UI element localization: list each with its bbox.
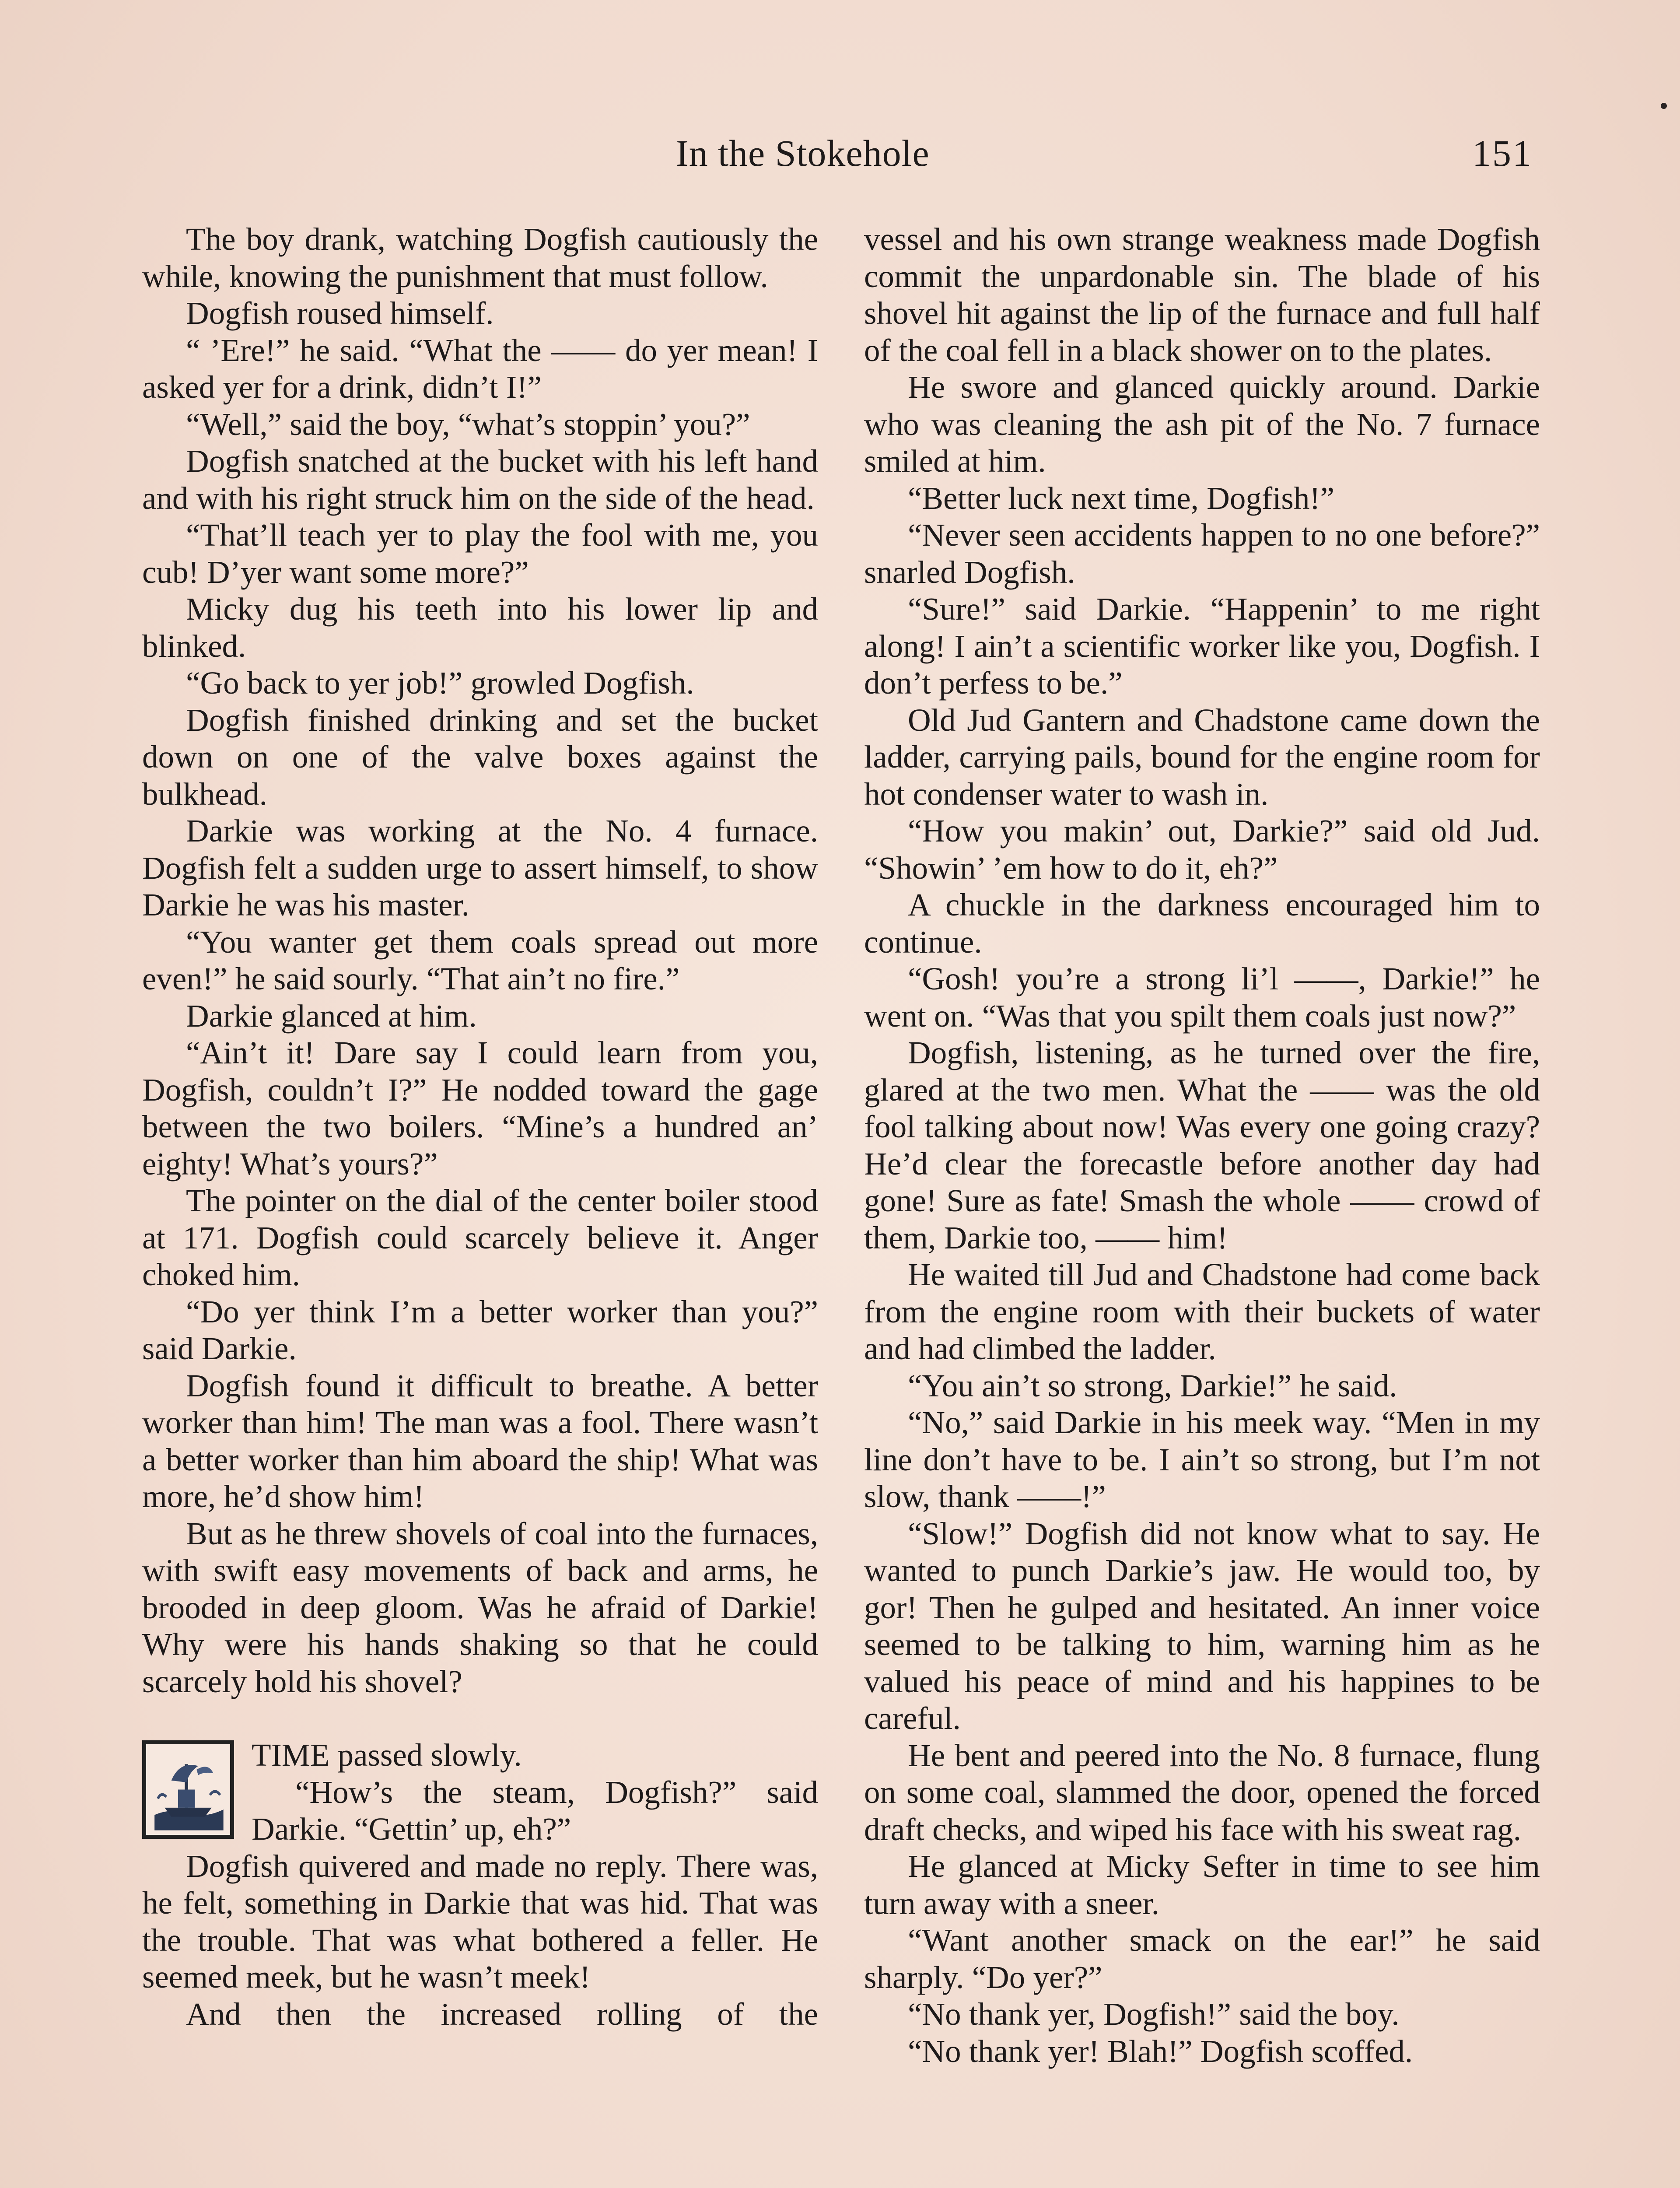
paragraph: He swore and glanced quickly around. Darkie who was cleaning the ash pit of the No. 7 furnace smiled at him. (864, 369, 1540, 479)
paragraph: He bent and peered into the No. 8 furnace, flung on some coal, slammed the door, opened the forced draft checks, and wiped his face with his sweat rag. (864, 1737, 1540, 1847)
paragraph: Darkie was working at the No. 4 furnace. Dogfish felt a sudden urge to assert himself, to show Darkie he was his master. (142, 813, 818, 922)
paragraph: “Well,” said the boy, “what’s stoppin’ you?” (186, 406, 750, 442)
paragraph: “No thank yer, Dogfish!” said the boy. (908, 1996, 1400, 2032)
running-title: In the Stokehole (676, 132, 930, 174)
left-column (142, 221, 818, 2033)
paragraph: And then the increased rolling of the (186, 1996, 818, 2032)
paragraph: “ ’Ere!” he said. “What the —— do yer mean! I asked yer for a drink, didn’t I!” (142, 332, 818, 405)
paragraph: “Go back to yer job!” growled Dogfish. (186, 665, 694, 701)
paragraph: Dogfish, listening, as he turned over the fire, glared at the two men. What the —— was the old fool talking about now! Was every one going crazy? He’d clear the forecastle before another day had gone! Sure as fate! Smash the whole —— crowd of them, Darkie too, —— him! (864, 1035, 1540, 1255)
paragraph: The boy drank, watching Dogfish cautiously the while, knowing the punishment that must follow. (142, 221, 818, 294)
section-break (142, 1700, 818, 1737)
paragraph: “Do yer think I’m a better worker than you?” said Darkie. (142, 1294, 818, 1366)
paragraph: But as he threw shovels of coal into the furnaces, with swift easy movements of back and arms, he brooded in deep gloom. Was he afraid of Darkie! Why were his hands shaking so that he could scarcely hold his shovel? (142, 1515, 818, 1699)
paragraph: vessel and his own strange weakness made Dogfish commit the unpardonable sin. The blade of his shovel hit against the lip of the furnace and full half of the coal fell in a black shower on to the plates. (864, 221, 1540, 368)
paragraph: “Gosh! you’re a strong li’l ——, Darkie!” he went on. “Was that you spilt them coals just now?” (864, 961, 1540, 1034)
paragraph: He waited till Jud and Chadstone had come back from the engine room with their buckets of water and had climbed the ladder. (864, 1257, 1540, 1366)
paragraph: “You ain’t so strong, Darkie!” he said. (908, 1368, 1397, 1403)
paragraph: “Sure!” said Darkie. “Happenin’ to me right along! I ain’t a scientific worker like you, Dogfish. I don’t perfess to be.” (864, 591, 1540, 701)
paragraph: “No thank yer! Blah!” Dogfish scoffed. (908, 2033, 1413, 2069)
paragraph: “No,” said Darkie in his meek way. “Men in my line don’t have to be. I ain’t so strong, but I’m not slow, thank ——!” (864, 1405, 1540, 1514)
paragraph: “How’s the steam, Dogfish?” said Darkie. “Gettin’ up, eh?” (252, 1774, 818, 1847)
paragraph: “Slow!” Dogfish did not know what to say. He wanted to punch Darkie’s jaw. He would too, by gor! Then he gulped and hesitated. An inner voice seemed to be talking to him, warning him as he valued his peace of mind and his happines to be careful. (864, 1515, 1540, 1736)
paragraph: “Never seen accidents happen to no one before?” snarled Dogfish. (864, 517, 1540, 590)
paragraph: Dogfish snatched at the bucket with his left hand and with his right struck him on the side of the head. (142, 443, 818, 516)
paragraph: “How you makin’ out, Darkie?” said old Jud. “Showin’ ’em how to do it, eh?” (864, 813, 1540, 886)
paragraph: Dogfish finished drinking and set the bucket down on one of the valve boxes against the bulkhead. (142, 702, 818, 812)
section-opening (142, 1737, 818, 1848)
paragraph: “That’ll teach yer to play the fool with me, you cub! D’yer want some more?” (142, 517, 818, 590)
paragraph: “Ain’t it! Dare say I could learn from you, Dogfish, couldn’t I?” He nodded toward the gage between the two boilers. “Mine’s a hundred an’ eighty! What’s yours?” (142, 1035, 818, 1182)
ship-vignette-icon (142, 1740, 234, 1839)
paragraph: A chuckle in the darkness encouraged him to continue. (864, 887, 1540, 960)
paragraph: “You wanter get them coals spread out more even!” he said sourly. “That ain’t no fire.” (142, 924, 818, 996)
paragraph: Dogfish found it difficult to breathe. A better worker than him! The man was a fool. There wasn’t a better worker than him aboard the ship! What was more, he’d show him! (142, 1368, 818, 1514)
ink-speck (1661, 103, 1667, 109)
page-number: 151 (1472, 132, 1533, 174)
paragraph: The pointer on the dial of the center boiler stood at 171. Dogfish could scarcely believe it. Anger choked him. (142, 1183, 818, 1292)
paragraph: Micky dug his teeth into his lower lip and blinked. (142, 591, 818, 664)
paragraph: Old Jud Gantern and Chadstone came down the ladder, carrying pails, bound for the engine room for hot condenser water to wash in. (864, 702, 1540, 812)
paragraph: Dogfish roused himself. (186, 295, 494, 331)
paragraph: Darkie glanced at him. (186, 998, 477, 1034)
paragraph: “Want another smack on the ear!” he said sharply. “Do yer?” (864, 1922, 1540, 1995)
paragraph: He glanced at Micky Sefter in time to see him turn away with a sneer. (864, 1848, 1540, 1921)
section-first-line: TIME passed slowly. (252, 1737, 522, 1773)
paragraph: “Better luck next time, Dogfish!” (908, 480, 1335, 516)
right-column (864, 221, 1540, 2070)
paragraph: Dogfish quivered and made no reply. There was, he felt, something in Darkie that was hid. That was the trouble. That was what bothered a feller. He seemed meek, but he wasn’t meek! (142, 1848, 818, 1995)
